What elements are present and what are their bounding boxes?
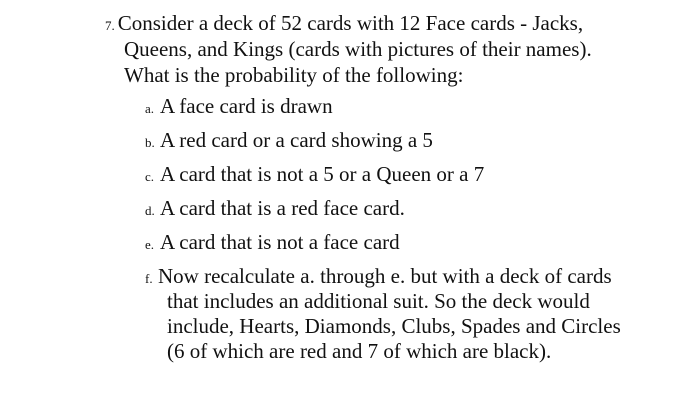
- item-d: [145, 196, 405, 223]
- item-e-text: A card that is not a face card: [160, 230, 400, 254]
- item-f-line-4: (6 of which are red and 7 of which are black).: [167, 339, 552, 363]
- item-f-letter: f.: [145, 271, 153, 286]
- item-f-line-3: include, Hearts, Diamonds, Clubs, Spades and Circles: [167, 314, 621, 338]
- question-number: 7.: [105, 18, 115, 33]
- item-f-line-2: that includes an additional suit. So the deck would: [167, 289, 590, 313]
- item-d-letter: d.: [145, 203, 155, 218]
- item-c-letter: c.: [145, 169, 155, 184]
- item-b-letter: b.: [145, 135, 155, 150]
- item-f: [145, 264, 612, 291]
- item-f-text-1: Now recalculate a. through e. but with a deck of cards: [158, 264, 612, 288]
- item-a-letter: a.: [145, 101, 155, 116]
- question-line-1: [105, 11, 583, 38]
- item-b: [145, 128, 433, 155]
- item-a-text: A face card is drawn: [160, 94, 333, 118]
- item-e: [145, 230, 400, 257]
- question-line-2: Queens, and Kings (cards with pictures of their names).: [124, 37, 592, 61]
- item-c: [145, 162, 484, 189]
- item-c-text: A card that is not a 5 or a Queen or a 7: [160, 162, 485, 186]
- question-text-1: Consider a deck of 52 cards with 12 Face cards - Jacks,: [117, 11, 584, 35]
- item-d-text: A card that is a red face card.: [160, 196, 405, 220]
- item-e-letter: e.: [145, 237, 155, 252]
- item-b-text: A red card or a card showing a 5: [160, 128, 433, 152]
- question-line-3: What is the probability of the following:: [124, 63, 464, 87]
- item-a: [145, 94, 333, 121]
